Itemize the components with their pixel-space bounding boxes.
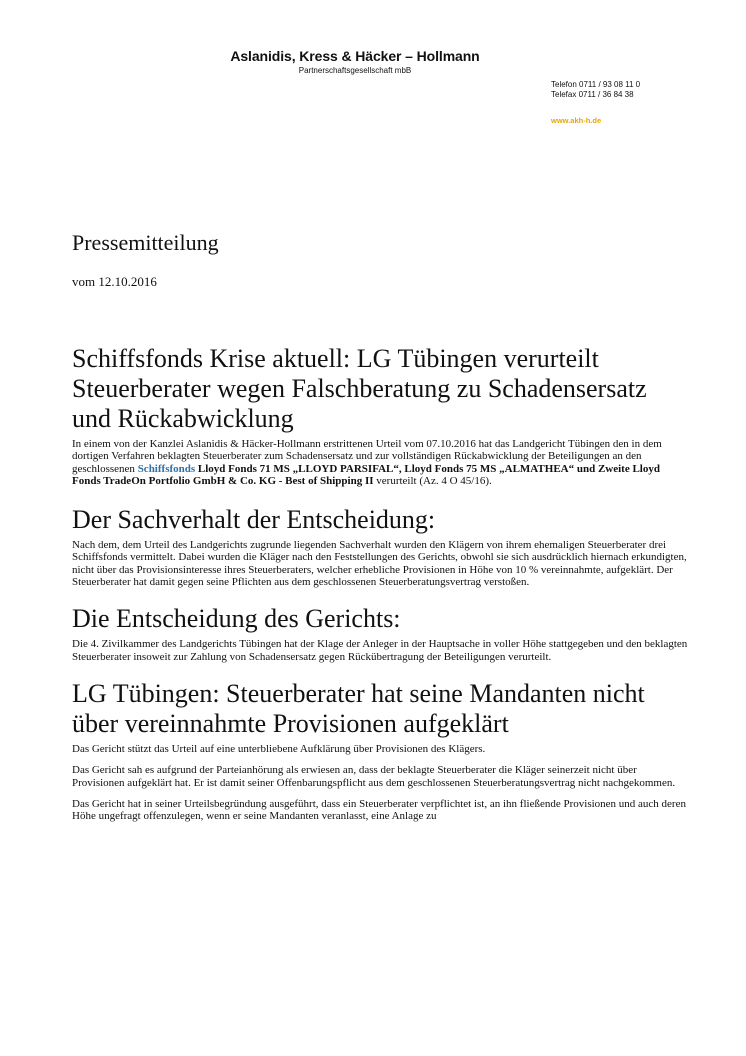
intro-text-2: verurteilt (Az. 4 O 45/16). bbox=[373, 474, 492, 487]
intro-paragraph bbox=[72, 438, 690, 487]
fax-number: Telefax 0711 / 36 84 38 bbox=[551, 90, 634, 99]
letterhead bbox=[0, 0, 746, 140]
press-release-title: Pressemitteilung bbox=[72, 230, 219, 255]
firm-name: Aslanidis, Kress & Häcker – Hollmann bbox=[230, 48, 480, 64]
section-commission-p1: Das Gericht stützt das Urteil auf eine unterbliebene Aufklärung über Provisionen des Klägers. bbox=[72, 742, 486, 755]
section-commission-p2: Das Gericht sah es aufgrund der Parteianhörung als erwiesen an, dass der beklagte Steuerberater die Kläger seinerzeit nicht über Provisionen aufgeklärt hat. Er ist damit seiner Offenbarungspflicht aus dem geschlossenen Steuerberatungsvertrag nicht nachgekommen. bbox=[72, 764, 676, 789]
section-commission-p3: Das Gericht hat in seiner Urteilsbegründung ausgeführt, dass ein Steuerberater verpflichtet ist, an ihn fließende Provisionen und auch deren Höhe ungefragt offenzulegen, wenn er seine Mandanten veranlasst, eine Anlage zu bbox=[72, 797, 686, 823]
press-release-date: vom 12.10.2016 bbox=[72, 274, 157, 289]
firm-subtitle: Partnerschaftsgesellschaft mbB bbox=[298, 66, 412, 75]
intro-fund-names: Lloyd Fonds 71 MS „LLOYD PARSIFAL“, Lloyd Fonds 75 MS „ALMATHEA“ und Zweite Lloyd Fonds TradeOn Portfolio GmbH & Co. KG - Best of Shipping II bbox=[72, 462, 660, 487]
section-heading-facts: Der Sachverhalt der Entscheidung: bbox=[72, 505, 436, 535]
intro-text-1: In einem von der Kanzlei Aslanidis & Häcker-Hollmann erstrittenen Urteil vom 07.10.2016 hat das Landgericht Tübingen den in dem dortigen Verfahren beklagten Steuerberater zum Schadensersatz und zur vollständigen Rückabwicklung der Beteiligungen an den geschlossenen bbox=[72, 438, 662, 475]
section-decision-text: Die 4. Zivilkammer des Landgerichts Tübingen hat der Klage der Anleger in der Hauptsache in voller Höhe stattgegeben und den beklagten Steuerberater insoweit zur Zahlung von Schadensersatz gegen Rückübertragung der Beteiligungen verurteilt. bbox=[72, 638, 688, 663]
contact-block bbox=[551, 80, 640, 100]
document-body bbox=[72, 228, 690, 822]
section-heading-decision: Die Entscheidung des Gerichts: bbox=[72, 604, 401, 634]
section-facts-text: Nach dem, dem Urteil des Landgerichts zugrunde liegenden Sachverhalt wurden den Klägern von ihrem ehemaligen Steuerberater drei Schiffsfonds vermittelt. Dabei wurden die Kläger nach den Feststellungen des Gerichts, obwohl sie sich ausdrücklich hiernach erkundigten, nicht über das Provisionsinteresse ihres Steuerberaters, welcher erhebliche Provisionen in Höhe von 10 % vereinnahmte, aufgeklärt. Der Steuerberater hat damit gegen seine Pflichten aus dem geschlossenen Steuerberatungsvertrag verstoßen. bbox=[72, 539, 687, 589]
section-heading-commission: LG Tübingen: Steuerberater hat seine Mandanten nicht über vereinnahmte Provisionen aufgeklärt bbox=[72, 678, 645, 738]
article-headline: Schiffsfonds Krise aktuell: LG Tübingen verurteilt Steuerberater wegen Falschberatung zu Schadensersatz und Rückabwicklung bbox=[72, 344, 647, 433]
website-link[interactable]: www.akh-h.de bbox=[551, 116, 602, 125]
schiffsfonds-link[interactable]: Schiffsfonds bbox=[137, 462, 196, 475]
phone-number: Telefon 0711 / 93 08 11 0 bbox=[551, 80, 641, 89]
